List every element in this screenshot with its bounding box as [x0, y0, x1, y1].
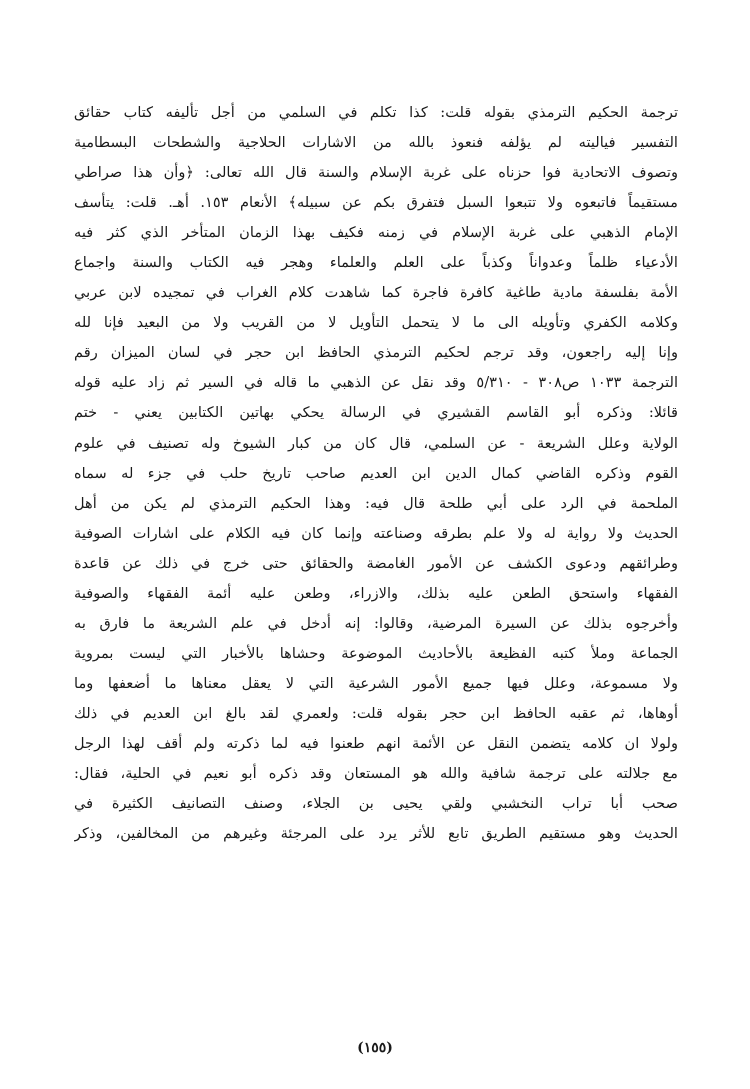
page-body-text — [74, 98, 678, 849]
text-line: مستقيماً فاتبعوه ولا تتبعوا السبل فتفرق بكم عن سبيله﴾ الأنعام ١٥٣. أهـ. قلت: يتأسف — [74, 194, 678, 212]
page-number: (١٥٥) — [357, 1040, 393, 1056]
text-line: الترجمة ١٠٣٣ ص٣٠٨ - ٥/٣١٠ وقد نقل عن الذهبي ما قاله في السير ثم زاد عليه قوله — [74, 374, 678, 392]
text-line: الملحمة في الرد على أبي طلحة قال فيه: وهذا الحكيم الترمذي لم يكن من أهل — [74, 494, 678, 512]
text-line: الفقهاء واستحق الطعن عليه بذلك، والازراء، وطعن عليه أئمة الفقهاء والصوفية — [74, 584, 678, 602]
text-line: ترجمة الحكيم الترمذي بقوله قلت: كذا تكلم في السلمي من أجل تأليفه كتاب حقائق — [74, 104, 678, 121]
text-line: مع جلالته على ترجمة شافية والله هو المستعان وقد ذكره أبو نعيم في الحلية، فقال: — [74, 765, 678, 783]
text-line: وإنا إليه راجعون، وقد ترجم لحكيم الترمذي الحافظ ابن حجر في لسان الميزان رقم — [74, 344, 678, 362]
text-line: التفسير فياليته لم يؤلفه فنعوذ بالله من الاشارات الحلاجية والشطحات البسطامية — [74, 134, 678, 152]
text-line: الإمام الذهبي على غربة الإسلام في زمنه فكيف بهذا الزمان المتأخر الذي كثر فيه — [74, 224, 678, 242]
text-line: الحديث وهو مستقيم الطريق تابع للأثر يرد على المرجئة وغيرهم من المخالفين، وذكر — [74, 825, 678, 843]
text-line: ولا مسموعة، وعلل فيها جميع الأمور الشرعية التي لا يعقل معناها ما أضعفها وما — [74, 674, 678, 692]
text-line: وأخرجوه بذلك عن السيرة المرضية، وقالوا: إنه أدخل في علم الشريعة ما فارق به — [74, 614, 678, 632]
text-line: الأمة بفلسفة مادية طاغية كافرة فاجرة كما شاهدت كلام الغراب في تمجيده لابن عربي — [74, 284, 678, 302]
text-line: الولاية وعلل الشريعة - عن السلمي، قال كان من كبار الشيوخ وله تصنيف في علوم — [74, 434, 678, 452]
text-line: أوهاها، ثم عقبه الحافظ ابن حجر بقوله قلت: ولعمري لقد بالغ ابن العديم في ذلك — [74, 704, 678, 722]
text-line: الجماعة وملأ كتبه الفظيعة بالأحاديث الموضوعة وحشاها بالأخبار التي ليست بمروية — [74, 644, 678, 662]
text-line: القوم وذكره القاضي كمال الدين ابن العديم صاحب تاريخ حلب في جزء له سماه — [74, 464, 678, 482]
text-line: ولولا ان كلامه يتضمن النقل عن الأئمة انهم طعنوا فيه لما ذكرته ولم أقف لهذا الرجل — [74, 734, 678, 752]
text-line: الأدعياء ظلماً وعدواناً وكذباً على العلم والعلماء وهجر فيه الكتاب والسنة واجماع — [74, 254, 678, 272]
text-line: وكلامه الكفري وتأويله الى ما لا يتحمل التأويل لا من القريب ولا من البعيد فإنا لله — [74, 314, 678, 332]
text-line: صحب أبا تراب النخشبي ولقي يحيى بن الجلاء، وصنف التصانيف الكثيرة في — [74, 795, 678, 813]
text-line: وطرائقهم ودعوى الكشف عن الأمور الغامضة والحقائق حتى خرج في ذلك عن قاعدة — [74, 554, 678, 572]
text-line: وتصوف الاتحادية فوا حزناه على غربة الإسلام والسنة قال الله تعالى: ﴿وأن هذا صراطي — [74, 164, 678, 182]
text-line: الحديث ولا رواية له ولا علم بطرقه وصناعته وإنما كان فيه الكلام على اشارات الصوفية — [74, 524, 678, 542]
text-line: قائلا: وذكره أبو القاسم القشيري في الرسالة يحكي بهاتين الكتابين يعني - ختم — [74, 404, 678, 422]
